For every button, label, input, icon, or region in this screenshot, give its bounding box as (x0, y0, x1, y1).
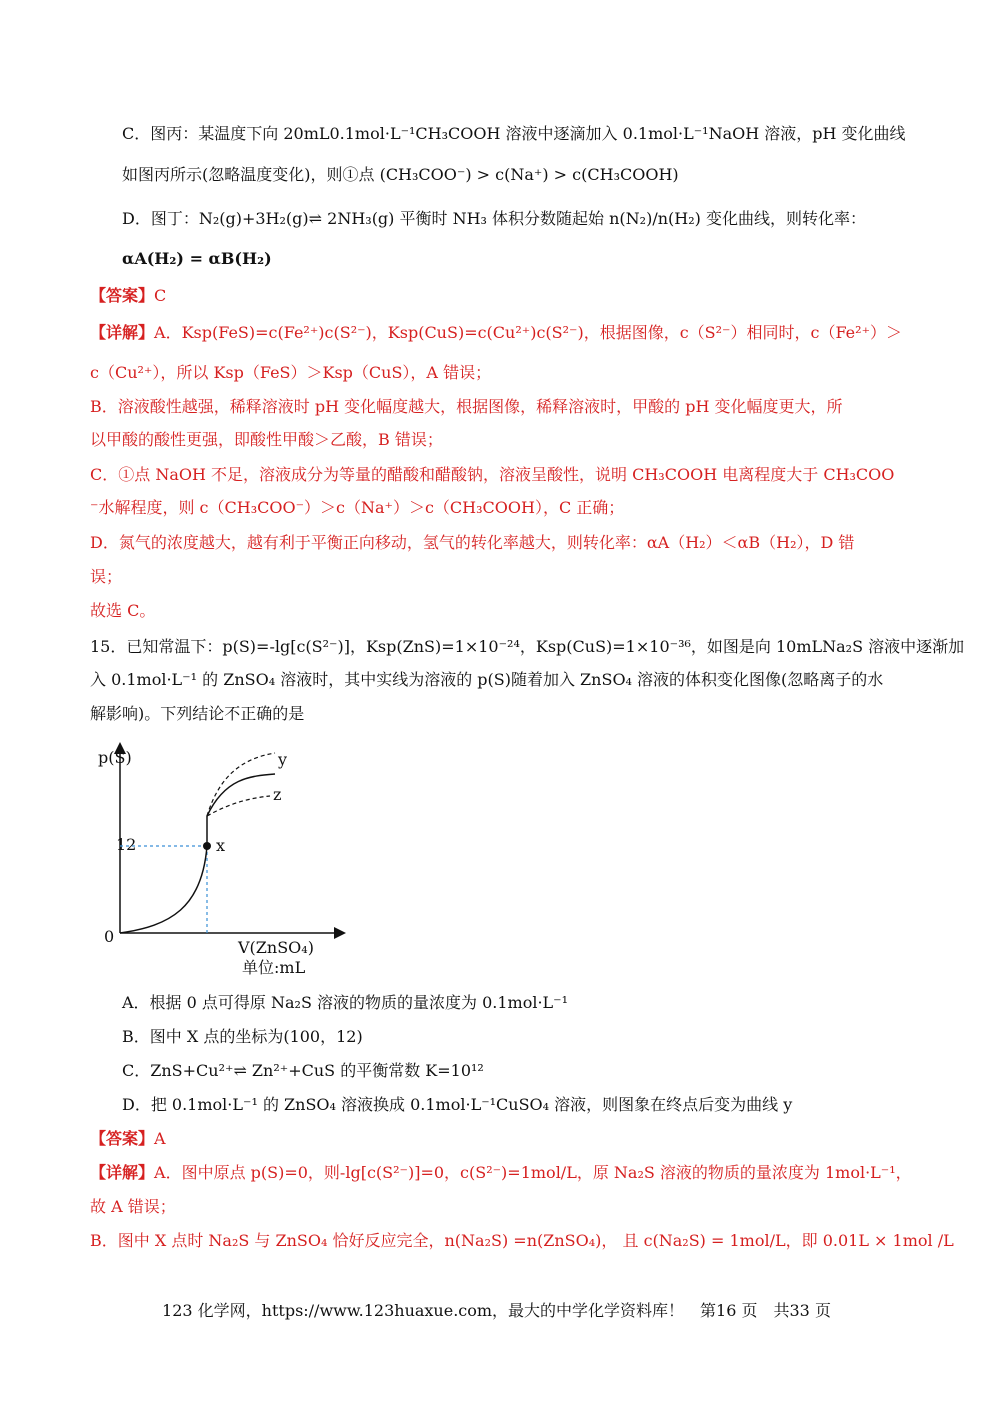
answer-tag: 【答案】 (90, 286, 155, 305)
solid-curve (120, 774, 275, 933)
q14-option-d-line1: D．图丁：N₂(g)+3H₂(g)⇌ 2NH₃(g) 平衡时 NH₃ 体积分数随起始 n(N₂)/n(H₂) 变化曲线，则转化率： (122, 209, 866, 228)
q14-detail-a-line1 (90, 322, 902, 344)
q14-option-d-line2: αA(H₂) = αB(H₂) (122, 249, 272, 268)
q15-detail-a-line1 (90, 1162, 912, 1184)
q14-option-c-line1: C．图丙：某温度下向 20mL0.1mol·L⁻¹CH₃COOH 溶液中逐滴加入 0.1mol·L⁻¹NaOH 溶液，pH 变化曲线 (122, 124, 906, 143)
q14-option-c-line2: 如图丙所示(忽略温度变化)，则①点 (CH₃COO⁻) > c(Na⁺) > c(CH₃COOH) (122, 165, 679, 184)
curve-z-label: z (273, 785, 282, 804)
x-axis-unit: 单位:mL (242, 958, 306, 977)
q14-answer (90, 285, 166, 307)
point-x (203, 842, 211, 850)
q15-detail-a-line2: 故 A 错误； (90, 1197, 176, 1216)
curve-y-label: y (278, 750, 288, 769)
origin-label: 0 (104, 927, 115, 946)
q15-option-d: D．把 0.1mol·L⁻¹ 的 ZnSO₄ 溶液换成 0.1mol·L⁻¹CuSO₄ 溶液，则图象在终点后变为曲线 y (122, 1095, 793, 1114)
q15-detail-b-line1: B．图中 X 点时 Na₂S 与 ZnSO₄ 恰好反应完全，n(Na₂S) =n(ZnSO₄)， 且 c(Na₂S) = 1mol/L，即 0.01L × 1mol /L (90, 1231, 954, 1250)
q14-detail-c-line2: ⁻水解程度，则 c（CH₃COO⁻）＞c（Na⁺）＞c（CH₃COOH），C 正确； (90, 498, 625, 517)
q14-detail-c-line1: C．①点 NaOH 不足，溶液成分为等量的醋酸和醋酸钠，溶液呈酸性，说明 CH₃COOH 电离程度大于 CH₃COO (90, 465, 895, 484)
detail-tag: 【详解】 (90, 1163, 155, 1182)
q15-option-a: A．根据 0 点可得原 Na₂S 溶液的物质的量浓度为 0.1mol·L⁻¹ (122, 993, 569, 1012)
q14-conclusion: 故选 C。 (90, 601, 156, 620)
q15-option-c: C．ZnS+Cu²⁺⇌ Zn²⁺+CuS 的平衡常数 K=10¹² (122, 1061, 484, 1080)
q15-answer (90, 1128, 166, 1150)
detail-text: A．图中原点 p(S)=0，则-lg[c(S²⁻)]=0，c(S²⁻)=1mol/L，原 Na₂S 溶液的物质的量浓度为 1mol·L⁻¹， (154, 1163, 912, 1182)
x-axis-label: V(ZnSO₄) (238, 938, 314, 957)
q14-detail-d-line1: D．氮气的浓度越大，越有利于平衡正向移动，氢气的转化率越大，则转化率：αA（H₂）＜αB（H₂），D 错 (90, 533, 855, 552)
q15-stem-line3: 解影响)。下列结论不正确的是 (90, 704, 305, 723)
q14-detail-b-line2: 以甲酸的酸性更强，即酸性甲酸＞乙酸，B 错误； (90, 430, 443, 449)
detail-text: A．Ksp(FeS)=c(Fe²⁺)c(S²⁻)，Ksp(CuS)=c(Cu²⁺)c(S²⁻)，根据图像，c（S²⁻）相同时，c（Fe²⁺）＞ (154, 323, 903, 342)
answer-value: A (154, 1129, 166, 1148)
answer-value: C (154, 286, 167, 305)
point-x-label: x (216, 836, 226, 855)
y-axis-label: p(S) (98, 748, 132, 767)
q15-option-b: B．图中 X 点的坐标为(100，12) (122, 1027, 363, 1046)
q14-detail-a-line2: c（Cu²⁺），所以 Ksp（FeS）＞Ksp（CuS），A 错误； (90, 363, 492, 382)
q14-detail-b-line1: B．溶液酸性越强，稀释溶液时 pH 变化幅度越大，根据图像，稀释溶液时，甲酸的 pH 变化幅度更大，所 (90, 397, 843, 416)
y-tick-12: 12 (116, 835, 137, 854)
q15-stem-line2: 入 0.1mol·L⁻¹ 的 ZnSO₄ 溶液时，其中实线为溶液的 p(S)随着加入 ZnSO₄ 溶液的体积变化图像(忽略离子的水 (90, 670, 884, 689)
curve-y (207, 753, 275, 816)
q15-figure (90, 738, 350, 983)
q15-stem-line1: 15．已知常温下：p(S)=-lg[c(S²⁻)]，Ksp(ZnS)=1×10⁻²⁴，Ksp(CuS)=1×10⁻³⁶，如图是向 10mLNa₂S 溶液中逐渐加 (90, 637, 965, 656)
page-footer: 123 化学网，https://www.123huaxue.com，最大的中学化学资料库！ 第16 页 共33 页 (162, 1301, 831, 1320)
q14-detail-d-line2: 误； (90, 567, 123, 586)
answer-tag: 【答案】 (90, 1129, 155, 1148)
detail-tag: 【详解】 (90, 323, 155, 342)
